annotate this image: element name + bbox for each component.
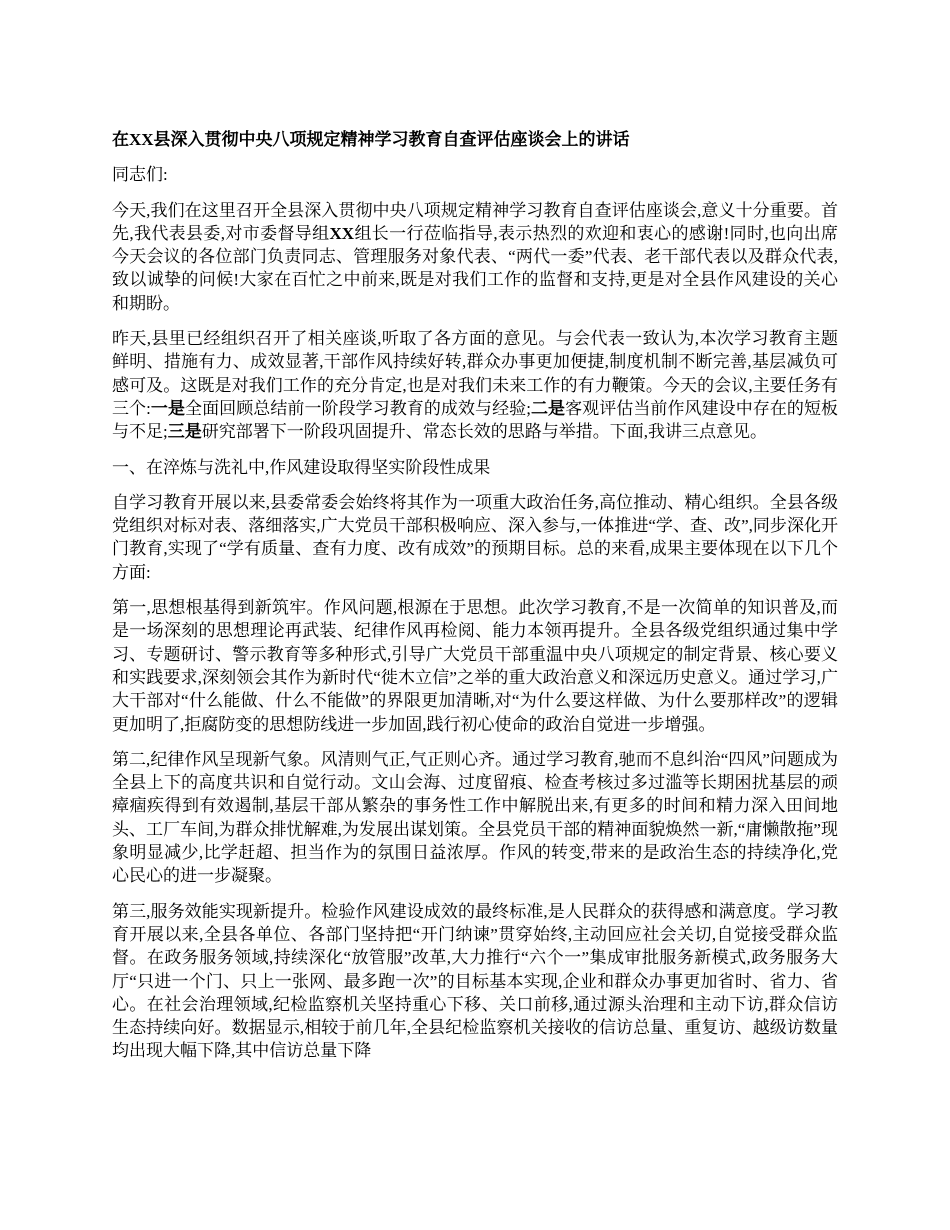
text-run: 组长一行莅临指导,表示热烈的欢迎和衷心的感谢!同时,也向出席今天会议的各位部门负责同志、管理服务对象代表、“两代一委”代表、老干部代表以及群众代表,致以诚挚的问候!大家在百忙之中前来,既是对我们工作的监督和支持,更是对全县作风建设的关心和期盼。 [112,223,839,313]
section-heading-1: 一、在淬炼与洗礼中,作风建设取得坚实阶段性成果 [112,457,491,477]
paragraph-overview: 自学习教育开展以来,县委常委会始终将其作为一项重大政治任务,高位推动、精心组织。全县各级党组织对标对表、落细落实,广大党员干部积极响应、深入参与,一体推进“学、查、改”,同步深化开门教育,实现了“学有质量、查有力度、改有成效”的预期目标。总的来看,成果主要体现在以下几个方面: [112,492,838,582]
paragraph-opening [112,199,838,315]
text-run: 昨天,县里已经组织召开了相关座谈,听取了各方面的意见。与会代表一致认为,本次学习教育主题鲜明、措施有力、成效显著,干部作风持续好转,群众办事更加便捷,制度机制不断完善,基层减负可感可及。这既是对我们工作的充分肯定,也是对我们未来工作的有力鞭策。今天的会议,主要任务有三个: [112,329,838,418]
text-run: 研究部署下一阶段巩固提升、常态长效的思路与举措。下面,我讲三点意见。 [201,422,767,442]
paragraph-point-1-ideology: 第一,思想根基得到新筑牢。作风问题,根源在于思想。此次学习教育,不是一次简单的知识普及,而是一场深刻的思想理论再武装、纪律作风再检阅、能力本领再提升。全县各级党组织通过集中学习、专题研讨、警示教育等多种形式,引导广大党员干部重温中央八项规定的制定背景、核心要义和实践要求,深刻领会其作为新时代“徙木立信”之举的重大政治意义和深远历史意义。通过学习,广大干部对“什么能做、什么不能做”的界限更加清晰,对“为什么要这样做、为什么要那样改”的逻辑更加明了,拒腐防变的思想防线进一步加固,践行初心使命的政治自觉进一步增强。 [112,598,838,734]
text-run: 今天,我们在这里召开全县深入贯彻中央八项规定精神学习教育自查评估座谈会,意义十分重要。首先,我代表县委,对市委督导组 [112,200,838,243]
paragraph-point-3-service: 第三,服务效能实现新提升。检验作风建设成效的最终标准,是人民群众的获得感和满意度。学习教育开展以来,全县各单位、各部门坚持把“开门纳谏”贯穿始终,主动回应社会关切,自觉接受群众监督。在政务服务领域,持续深化“放管服”改革,大力推行“六个一”集成审批服务新模式,政务服务大厅“只进一个门、只上一张网、最多跑一次”的目标基本实现,企业和群众办事更加省时、省力、省心。在社会治理领域,纪检监察机关坚持重心下移、关口前移,通过源头治理和主动下访,群众信访生态持续向好。数据显示,相较于前几年,全县纪检监察机关接收的信访总量、重复访、越级访数量均出现大幅下降,其中信访总量下降 [112,901,838,1061]
text-run: 客观评估当前作风建设中存在的短板与不足; [112,398,839,442]
bold-run-third: 三是 [167,422,202,442]
text-run: 全面回顾总结前一阶段学习教育的成效与经验; [185,398,531,418]
paragraph-point-2-discipline: 第二,纪律作风呈现新气象。风清则气正,气正则心齐。通过学习教育,驰而不息纠治“四风”问题成为全县上下的高度共识和自觉行动。文山会海、过度留痕、检查考核过多过滥等长期困扰基层的顽瘴痼疾得到有效遏制,基层干部从繁杂的事务性工作中解脱出来,有更多的时间和精力深入田间地头、工厂车间,为群众排忧解难,为发展出谋划策。全县党员干部的精神面貌焕然一新,“庸懒散拖”现象明显减少,比学赶超、担当作为的氛围日益浓厚。作风的转变,带来的是政治生态的持续净化,党心民心的进一步凝聚。 [112,749,838,886]
document-title: 在XX县深入贯彻中央八项规定精神学习教育自查评估座谈会上的讲话 [112,130,630,149]
bold-run-first: 一是 [150,398,186,418]
bold-run-second: 二是 [530,398,566,418]
paragraph-meeting-tasks [112,327,838,443]
salutation: 同志们: [112,165,168,185]
bold-run-group-leader: XX [329,223,355,243]
